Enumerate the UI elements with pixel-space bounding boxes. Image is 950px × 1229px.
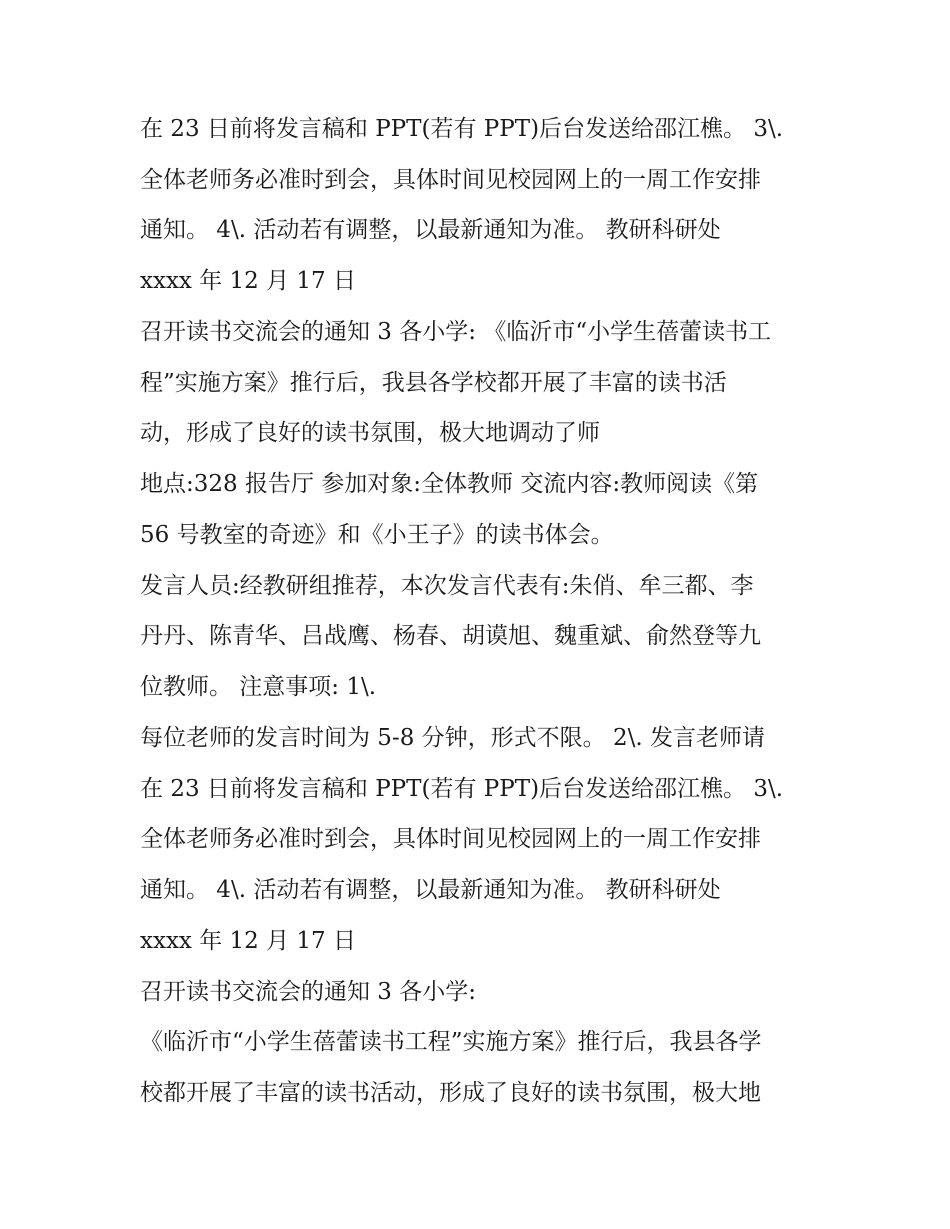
text-line: 动，形成了良好的读书氛围，极大地调动了师 <box>140 420 600 446</box>
text-line: 程”实施方案》推行后，我县各学校都开展了丰富的读书活 <box>140 370 727 396</box>
text-line: 校都开展了丰富的读书活动，形成了良好的读书氛围，极大地 <box>140 1080 761 1106</box>
text-line: 通知。 4\. 活动若有调整，以最新通知为准。 教研科研处 <box>140 877 721 903</box>
text-line: 召开读书交流会的通知 3 各小学: 《临沂市“小学生蓓蕾读书工 <box>140 319 772 345</box>
text-line: 召开读书交流会的通知 3 各小学: <box>140 979 477 1005</box>
text-line: 56 号教室的奇迹》和《小王子》的读书体会。 <box>140 522 614 548</box>
text-line: 全体老师务必准时到会，具体时间见校园网上的一周工作安排 <box>140 826 761 852</box>
text-line: 在 23 日前将发言稿和 PPT(若有 PPT)后台发送给邵江樵。 3\. <box>140 116 784 142</box>
text-line: 通知。 4\. 活动若有调整，以最新通知为准。 教研科研处 <box>140 217 721 243</box>
text-line: 丹丹、陈青华、吕战鹰、杨春、胡谟旭、魏重斌、俞然登等九 <box>140 623 761 649</box>
text-line: 位教师。 注意事项: 1\. <box>140 674 377 700</box>
date-line: xxxx 年 12 月 17 日 <box>140 268 356 294</box>
text-line: 《临沂市“小学生蓓蕾读书工程”实施方案》推行后，我县各学 <box>140 1029 762 1055</box>
text-line: 每位老师的发言时间为 5-8 分钟，形式不限。 2\. 发言老师请 <box>140 725 765 751</box>
text-line: 全体老师务必准时到会，具体时间见校园网上的一周工作安排 <box>140 167 761 193</box>
text-line: 在 23 日前将发言稿和 PPT(若有 PPT)后台发送给邵江樵。 3\. <box>140 776 784 802</box>
text-line: 地点:328 报告厅 参加对象:全体教师 交流内容:教师阅读《第 <box>140 471 759 497</box>
text-line: 发言人员:经教研组推荐，本次发言代表有:朱俏、牟三都、李 <box>140 573 754 599</box>
date-line: xxxx 年 12 月 17 日 <box>140 928 356 954</box>
